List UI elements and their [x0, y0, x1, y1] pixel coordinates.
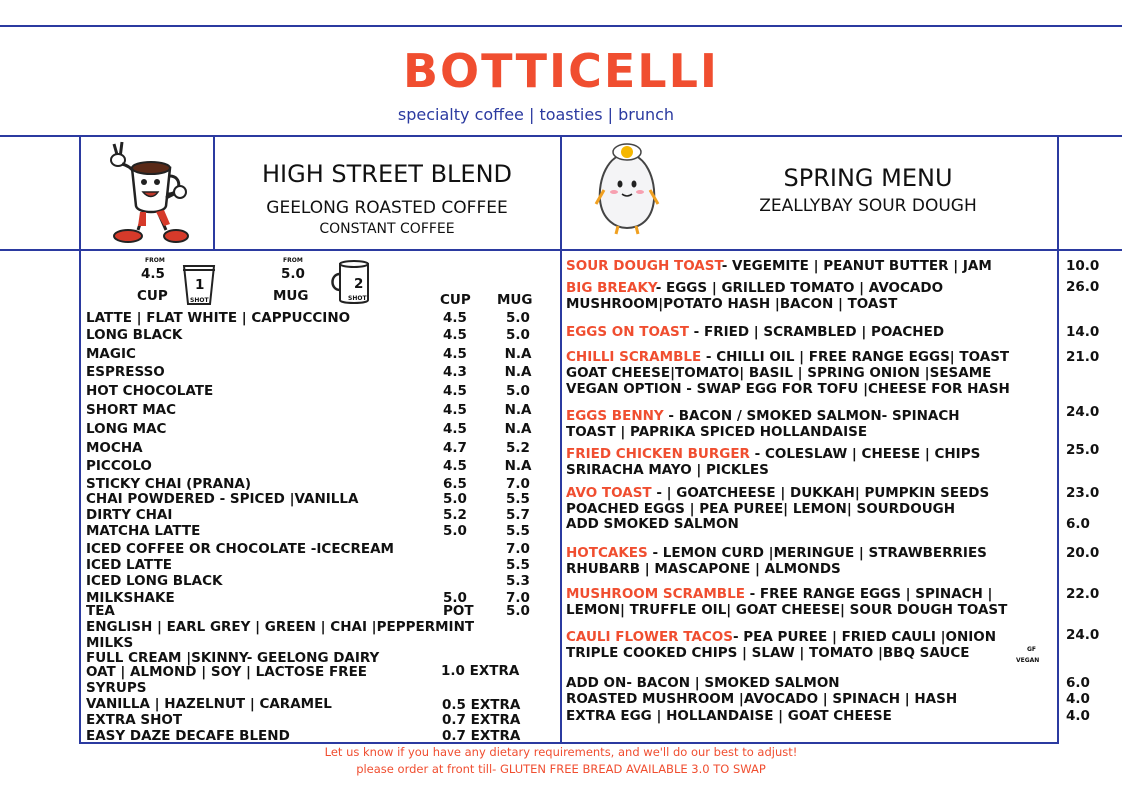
food-item-name: FRIED CHICKEN BURGER — [566, 446, 750, 462]
vegan-tag: VEGAN — [1016, 657, 1040, 664]
mug-shots: 2 — [354, 276, 364, 292]
spring-menu-bread: ZEALLYBAY SOUR DOUGH — [759, 196, 977, 216]
cup-shot-label: SHOT — [190, 297, 209, 304]
food-item-price: 14.0 — [1066, 324, 1100, 340]
drink-name: PICCOLO — [86, 458, 152, 474]
food-item-description: - FREE RANGE EGGS | SPINACH | — [744, 586, 993, 602]
cup-from-price: 4.5 — [141, 266, 165, 282]
drink-name: TEA — [86, 603, 115, 619]
grid-line — [79, 135, 81, 251]
drink-mug-price: 5.0 — [506, 310, 530, 326]
cup-shots: 1 — [195, 277, 205, 293]
mug-from-label: FROM — [283, 257, 303, 264]
food-item-name: HOTCAKES — [566, 545, 648, 561]
drink-name: MAGIC — [86, 346, 136, 362]
drink-name: STICKY CHAI (PRANA) — [86, 476, 251, 492]
drink-cup-price: 5.0 — [443, 590, 467, 606]
footer-order-note: please order at front till- GLUTEN FREE BREAD AVAILABLE 3.0 TO SWAP — [356, 762, 766, 776]
grid-line — [79, 249, 81, 744]
drink-name: ESPRESSO — [86, 364, 165, 380]
drink-name: LATTE | FLAT WHITE | CAPPUCCINO — [86, 310, 351, 326]
mug-size-label: MUG — [273, 288, 309, 304]
milk-extra-price: 1.0 EXTRA — [441, 663, 520, 679]
drink-cup-price: 4.3 — [443, 364, 467, 380]
drink-cup-price: 4.5 — [443, 458, 467, 474]
drink-name: HOT CHOCOLATE — [86, 383, 214, 399]
food-item-description: ADD SMOKED SALMON — [566, 516, 739, 532]
brand-subtitle: specialty coffee | toasties | brunch — [397, 105, 675, 124]
food-item-description: - PEA PUREE | FRIED CAULI |ONION — [732, 629, 997, 645]
food-item — [566, 280, 943, 296]
drink-mug-price: 7.0 — [506, 476, 530, 492]
drink-name: OAT | ALMOND | SOY | LACTOSE FREE — [86, 664, 368, 680]
food-item-price: 26.0 — [1066, 279, 1100, 295]
blend-brand: CONSTANT COFFEE — [319, 221, 455, 237]
drink-mug-price: 7.0 — [506, 590, 530, 606]
food-item-description: POACHED EGGS | PEA PUREE| LEMON| SOURDOUGH — [566, 501, 956, 517]
drink-name: EXTRA SHOT — [86, 712, 183, 728]
drink-cup-price: 5.0 — [443, 523, 467, 539]
food-item — [566, 629, 996, 645]
drink-name: SYRUPS — [86, 680, 147, 696]
drink-name: EASY DAZE DECAFE BLEND — [86, 728, 290, 744]
addon-item: EXTRA EGG | HOLLANDAISE | GOAT CHEESE — [566, 708, 892, 724]
syrup-extra-price: 0.5 EXTRA — [442, 697, 521, 713]
food-item-description: VEGAN OPTION - SWAP EGG FOR TOFU |CHEESE FOR HASH — [566, 381, 1010, 397]
top-divider — [0, 25, 1122, 27]
food-item-description: GOAT CHEESE|TOMATO| BASIL | SPRING ONION |SESAME — [566, 365, 992, 381]
food-item — [566, 586, 993, 602]
drink-name: LONG BLACK — [86, 327, 183, 343]
brand-title: BOTTICELLI — [402, 44, 719, 98]
drink-cup-price: 6.5 — [443, 476, 467, 492]
drink-cup-price: POT — [443, 603, 474, 619]
decaf-extra-price: 0.7 EXTRA — [442, 728, 521, 744]
food-item — [566, 258, 992, 274]
egg-mascot-icon — [590, 140, 664, 236]
food-item — [566, 408, 960, 424]
food-item-price: 24.0 — [1066, 627, 1100, 643]
drink-mug-price: 5.5 — [506, 491, 530, 507]
column-header-mug: MUG — [497, 292, 533, 308]
food-item-name: CAULI FLOWER TACOS — [566, 629, 733, 645]
drink-name: ICED COFFEE OR CHOCOLATE -ICECREAM — [86, 541, 394, 557]
drink-name: MILKS — [86, 635, 134, 651]
food-item-name: BIG BREAKY — [566, 280, 656, 296]
food-item — [566, 545, 987, 561]
food-item-description: SRIRACHA MAYO | PICKLES — [566, 462, 769, 478]
food-item-description: - LEMON CURD |MERINGUE | STRAWBERRIES — [647, 545, 987, 561]
food-item — [566, 516, 739, 532]
food-item — [566, 324, 944, 340]
drink-name: SHORT MAC — [86, 402, 176, 418]
drink-name: FULL CREAM |SKINNY- GEELONG DAIRY — [86, 650, 380, 666]
drink-cup-price: 4.5 — [443, 327, 467, 343]
mug-from-price: 5.0 — [281, 266, 305, 282]
drink-cup-price: 4.5 — [443, 402, 467, 418]
drink-name: DIRTY CHAI — [86, 507, 173, 523]
food-item-name: AVO TOAST — [566, 485, 652, 501]
drink-cup-price: 4.7 — [443, 440, 467, 456]
food-item-name: CHILLI SCRAMBLE — [566, 349, 702, 365]
addon-item: ROASTED MUSHROOM |AVOCADO | SPINACH | HASH — [566, 691, 958, 707]
food-item-description: MUSHROOM|POTATO HASH |BACON | TOAST — [566, 296, 898, 312]
food-item-description: - EGGS | GRILLED TOMATO | AVOCADO — [655, 280, 944, 296]
food-item-description: - BACON / SMOKED SALMON- SPINACH — [663, 408, 960, 424]
drink-mug-price: 5.2 — [506, 440, 530, 456]
drink-mug-price: 5.7 — [506, 507, 530, 523]
column-header-cup: CUP — [440, 292, 471, 308]
gf-tag: GF — [1027, 646, 1037, 653]
footer-dietary-note: Let us know if you have any dietary requirements, and we'll do our best to adjust! — [324, 745, 798, 759]
drink-mug-price: 7.0 — [506, 541, 530, 557]
drink-mug-price: 5.3 — [506, 573, 530, 589]
drink-mug-price: 5.0 — [506, 383, 530, 399]
food-item-price: 20.0 — [1066, 545, 1100, 561]
addon-price: 6.0 — [1066, 675, 1090, 691]
food-item-name: MUSHROOM SCRAMBLE — [566, 586, 745, 602]
food-item-price: 23.0 — [1066, 485, 1100, 501]
drink-name: ENGLISH | EARL GREY | GREEN | CHAI |PEPPERMINT — [86, 619, 475, 635]
food-item-description: RHUBARB | MASCAPONE | ALMONDS — [566, 561, 841, 577]
food-item-price: 22.0 — [1066, 586, 1100, 602]
drink-name: ICED LATTE — [86, 557, 173, 573]
food-item — [566, 446, 980, 462]
drink-name: MOCHA — [86, 440, 143, 456]
food-item-name: SOUR DOUGH TOAST — [566, 258, 722, 274]
food-item-description: - | GOATCHEESE | DUKKAH| PUMPKIN SEEDS — [651, 485, 990, 501]
coffee-cup-mascot-icon — [100, 140, 196, 244]
drink-name: CHAI POWDERED - SPICED |VANILLA — [86, 491, 359, 507]
addon-price: 4.0 — [1066, 691, 1090, 707]
drink-mug-price: N.A — [504, 346, 532, 362]
food-item-name: EGGS ON TOAST — [566, 324, 689, 340]
drink-name: ICED LONG BLACK — [86, 573, 223, 589]
spring-menu-title: SPRING MENU — [783, 164, 953, 192]
drink-name: VANILLA | HAZELNUT | CARAMEL — [86, 696, 332, 712]
drink-mug-price: 5.0 — [506, 603, 530, 619]
drink-name: LONG MAC — [86, 421, 167, 437]
mug-shot-label: SHOT — [348, 295, 367, 302]
food-item-description: LEMON| TRUFFLE OIL| GOAT CHEESE| SOUR DOUGH TOAST — [566, 602, 1008, 618]
grid-line — [1057, 135, 1059, 744]
cup-from-label: FROM — [145, 257, 165, 264]
drink-name: MILKSHAKE — [86, 590, 175, 606]
drink-mug-price: 5.5 — [506, 523, 530, 539]
drink-mug-price: N.A — [504, 421, 532, 437]
drink-cup-price: 5.0 — [443, 491, 467, 507]
drink-mug-price: N.A — [504, 364, 532, 380]
food-item-price: 21.0 — [1066, 349, 1100, 365]
food-item-description: - VEGEMITE | PEANUT BUTTER | JAM — [721, 258, 992, 274]
drink-cup-price: 4.5 — [443, 346, 467, 362]
drink-cup-price: 4.5 — [443, 383, 467, 399]
drink-mug-price: N.A — [504, 402, 532, 418]
food-item-description: - FRIED | SCRAMBLED | POACHED — [688, 324, 945, 340]
grid-line — [560, 135, 562, 744]
food-item-price: 25.0 — [1066, 442, 1100, 458]
addon-price: 4.0 — [1066, 708, 1090, 724]
food-item — [566, 485, 989, 501]
drink-name: MATCHA LATTE — [86, 523, 201, 539]
food-item — [566, 349, 1009, 365]
drink-mug-price: N.A — [504, 458, 532, 474]
drink-cup-price: 4.5 — [443, 421, 467, 437]
drink-mug-price: 5.0 — [506, 327, 530, 343]
food-item-description: - CHILLI OIL | FREE RANGE EGGS| TOAST — [701, 349, 1010, 365]
cup-size-label: CUP — [137, 288, 168, 304]
shot-extra-price: 0.7 EXTRA — [442, 712, 521, 728]
food-item-description: TOAST | PAPRIKA SPICED HOLLANDAISE — [566, 424, 868, 440]
blend-title: HIGH STREET BLEND — [261, 160, 513, 188]
blend-roaster: GEELONG ROASTED COFFEE — [266, 198, 508, 218]
food-item-description: TRIPLE COOKED CHIPS | SLAW | TOMATO |BBQ SAUCE — [566, 645, 970, 661]
food-item-name: EGGS BENNY — [566, 408, 664, 424]
food-item-price: 10.0 — [1066, 258, 1100, 274]
drink-cup-price: 5.2 — [443, 507, 467, 523]
drink-cup-price: 4.5 — [443, 310, 467, 326]
addon-item: ADD ON- BACON | SMOKED SALMON — [566, 675, 840, 691]
drink-mug-price: 5.5 — [506, 557, 530, 573]
food-item-description: - COLESLAW | CHEESE | CHIPS — [749, 446, 981, 462]
food-item-price: 6.0 — [1066, 516, 1090, 532]
food-item-price: 24.0 — [1066, 404, 1100, 420]
